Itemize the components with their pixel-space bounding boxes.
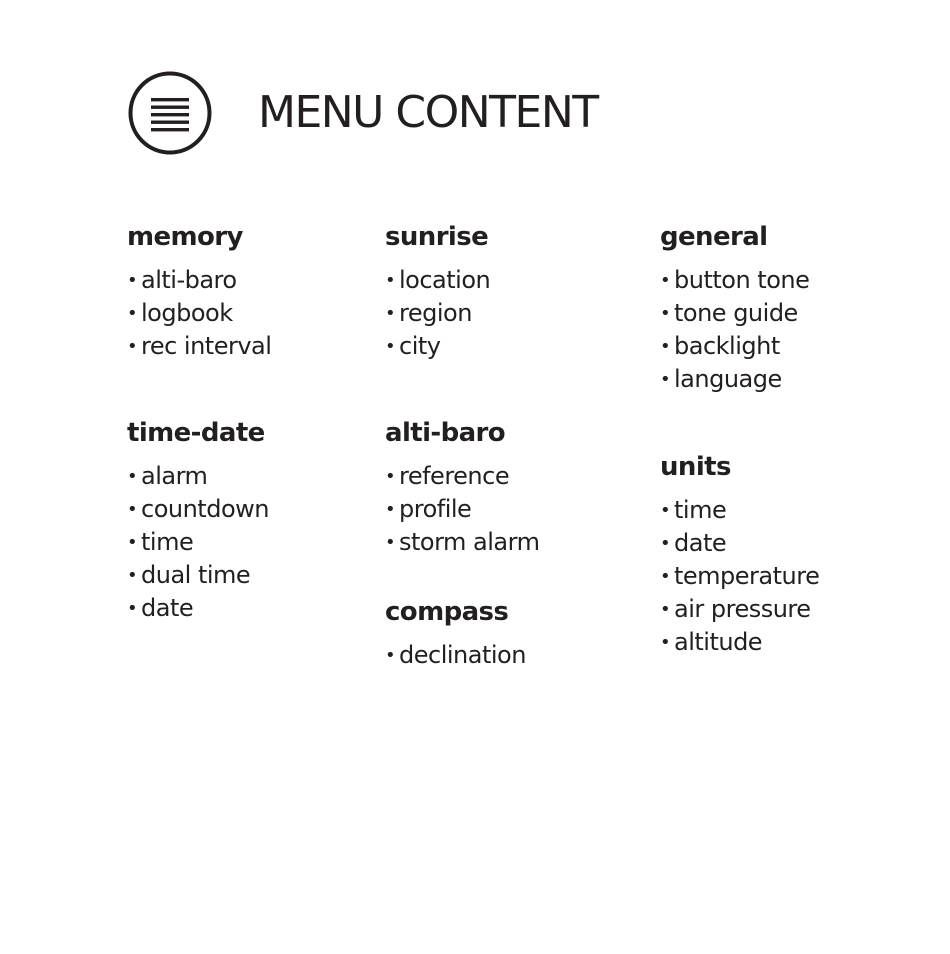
list-item-label: backlight	[674, 332, 780, 360]
bullet-icon: •	[660, 599, 671, 620]
list-item	[127, 460, 269, 493]
bullet-icon: •	[127, 598, 138, 619]
list-item	[660, 494, 819, 527]
section-title-memory: memory	[127, 222, 243, 252]
bullet-icon: •	[127, 532, 138, 553]
page-header	[128, 62, 598, 165]
list-item-label: location	[399, 266, 491, 294]
list-item-label: logbook	[141, 299, 233, 327]
section-title-sunrise: sunrise	[385, 222, 489, 252]
list-item-label: temperature	[674, 562, 820, 590]
list-item-label: storm alarm	[399, 528, 540, 556]
list-item	[660, 330, 809, 363]
bullet-icon: •	[660, 533, 671, 554]
bullet-icon: •	[385, 466, 396, 487]
bullet-icon: •	[127, 336, 138, 357]
section-list-general	[660, 264, 809, 396]
list-item-label: time	[674, 496, 727, 524]
bullet-icon: •	[385, 270, 396, 291]
section-general	[660, 222, 809, 396]
section-title-compass: compass	[385, 597, 509, 627]
list-item	[127, 592, 269, 625]
bullet-icon: •	[660, 566, 671, 587]
section-list-alti-baro	[385, 460, 539, 559]
section-list-units	[660, 494, 819, 659]
menu-icon	[128, 71, 212, 155]
list-item	[127, 559, 269, 592]
bullet-icon: •	[127, 565, 138, 586]
list-item-label: countdown	[141, 495, 269, 523]
list-item-label: profile	[399, 495, 472, 523]
section-compass	[385, 597, 526, 672]
bullet-icon: •	[127, 466, 138, 487]
list-item	[660, 560, 819, 593]
list-item-label: altitude	[674, 628, 763, 656]
bullet-icon: •	[660, 303, 671, 324]
section-list-compass	[385, 639, 526, 672]
list-item-label: rec interval	[141, 332, 272, 360]
section-title-time-date: time-date	[127, 418, 265, 448]
page-title: MENU CONTENT	[258, 87, 598, 139]
section-title-alti-baro: alti-baro	[385, 418, 506, 448]
bullet-icon: •	[385, 532, 396, 553]
section-list-time-date	[127, 460, 269, 625]
section-list-sunrise	[385, 264, 490, 363]
bullet-icon: •	[127, 499, 138, 520]
list-item-label: alarm	[141, 462, 208, 490]
bullet-icon: •	[385, 499, 396, 520]
list-item	[385, 526, 539, 559]
list-item	[127, 297, 271, 330]
list-item	[385, 493, 539, 526]
list-item-label: region	[399, 299, 472, 327]
list-item-label: date	[141, 594, 194, 622]
list-item	[127, 330, 271, 363]
section-sunrise	[385, 222, 490, 363]
list-item	[660, 626, 819, 659]
bullet-icon: •	[127, 303, 138, 324]
list-item	[660, 264, 809, 297]
bullet-icon: •	[127, 270, 138, 291]
bullet-icon: •	[385, 303, 396, 324]
list-item-label: city	[399, 332, 441, 360]
list-item	[660, 363, 809, 396]
list-item	[385, 639, 526, 672]
bullet-icon: •	[660, 336, 671, 357]
bullet-icon: •	[385, 645, 396, 666]
section-title-general: general	[660, 222, 768, 252]
list-item	[385, 460, 539, 493]
list-item-label: tone guide	[674, 299, 798, 327]
list-item	[127, 493, 269, 526]
list-item	[385, 297, 490, 330]
list-item-label: declination	[399, 641, 526, 669]
section-list-memory	[127, 264, 271, 363]
section-time-date	[127, 418, 269, 625]
list-item-label: button tone	[674, 266, 810, 294]
list-item-label: alti-baro	[141, 266, 237, 294]
list-item-label: air pressure	[674, 595, 811, 623]
bullet-icon: •	[660, 369, 671, 390]
bullet-icon: •	[660, 270, 671, 291]
list-item	[660, 297, 809, 330]
section-units	[660, 452, 819, 659]
bullet-icon: •	[660, 632, 671, 653]
list-item	[385, 264, 490, 297]
bullet-icon: •	[385, 336, 396, 357]
list-item	[660, 527, 819, 560]
section-title-units: units	[660, 452, 731, 482]
list-item-label: date	[674, 529, 727, 557]
list-item	[660, 593, 819, 626]
section-memory	[127, 222, 271, 363]
list-item	[385, 330, 490, 363]
bullet-icon: •	[660, 500, 671, 521]
list-item-label: dual time	[141, 561, 251, 589]
list-item-label: language	[674, 365, 782, 393]
list-item	[127, 264, 271, 297]
list-item	[127, 526, 269, 559]
list-item-label: time	[141, 528, 194, 556]
section-alti-baro	[385, 418, 539, 559]
list-item-label: reference	[399, 462, 510, 490]
